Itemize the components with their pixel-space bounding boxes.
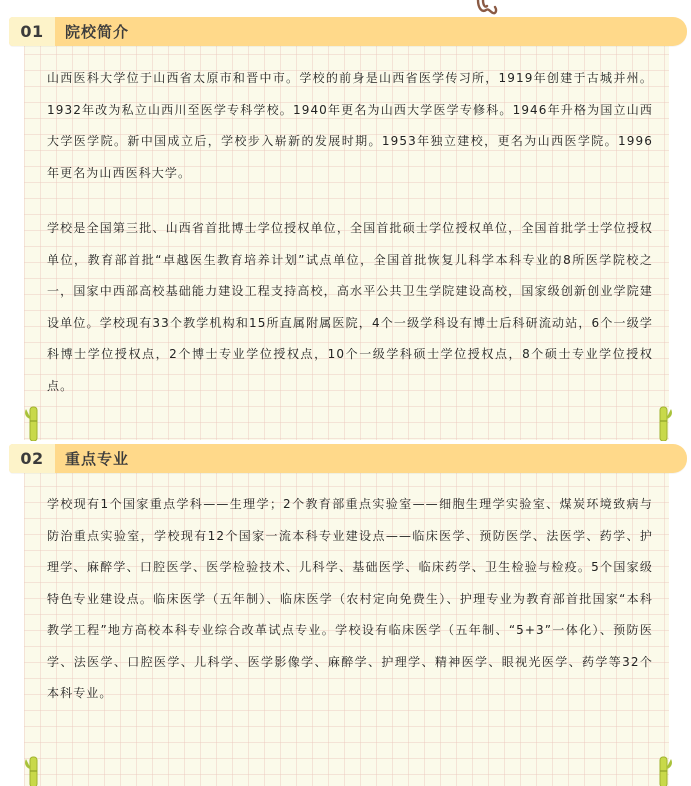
bamboo-icon	[24, 405, 42, 441]
section-1-header	[9, 17, 687, 46]
section-1-paragraph-2: 学校是全国第三批、山西省首批博士学位授权单位，全国首批硕士学位授权单位，全国首批学士学位授权单位，教育部首批“卓越医生教育培养计划”试点单位，全国首批恢复儿科学本科专业的8所医学院校之一，国家中西部高校基础能力建设工程支持高校，高水平公共卫生学院建设高校，国家级创新创业学院建设单位。学校现有33个教学机构和15所直属附属医院，4个一级学科设有博士后科研流动站，6个一级学科博士学位授权点，2个博士专业学位授权点，10个一级学科硕士学位授权点，8个硕士专业学位授权点。	[47, 221, 653, 393]
bamboo-icon	[24, 755, 42, 786]
section-1-number: 01	[9, 17, 55, 46]
mascot-tail-icon	[474, 0, 500, 16]
section-1-paragraph-1: 山西医科大学位于山西省太原市和晋中市。学校的前身是山西省医学传习所，1919年创建于古城并州。1932年改为私立山西川至医学专科学校。1940年更名为山西大学医学专修科。1946年升格为国立山西大学医学院。新中国成立后，学校步入崭新的发展时期。1953年独立建校，更名为山西医学院。1996年更名为山西医科大学。	[47, 71, 653, 180]
section-2-number: 02	[9, 444, 55, 473]
bamboo-icon	[655, 755, 673, 786]
section-1-title: 院校简介	[65, 23, 130, 41]
section-2-title: 重点专业	[65, 450, 130, 468]
bamboo-icon	[655, 405, 673, 441]
section-2-header	[9, 444, 687, 473]
section-2-paragraph-1: 学校现有1个国家重点学科——生理学；2个教育部重点实验室——细胞生理学实验室、煤炭环境致病与防治重点实验室，学校现有12个国家一流本科专业建设点——临床医学、预防医学、法医学、药学、护理学、麻醉学、口腔医学、医学检验技术、儿科学、基础医学、临床药学、卫生检验与检疫。5个国家级特色专业建设点。临床医学（五年制）、临床医学（农村定向免费生）、护理专业为教育部首批国家“本科教学工程”地方高校本科专业综合改革试点专业。学校设有临床医学（五年制、“5+3”一体化）、预防医学、法医学、口腔医学、儿科学、医学影像学、麻醉学、护理学、精神医学、眼视光医学、药学等32个本科专业。	[47, 497, 653, 700]
